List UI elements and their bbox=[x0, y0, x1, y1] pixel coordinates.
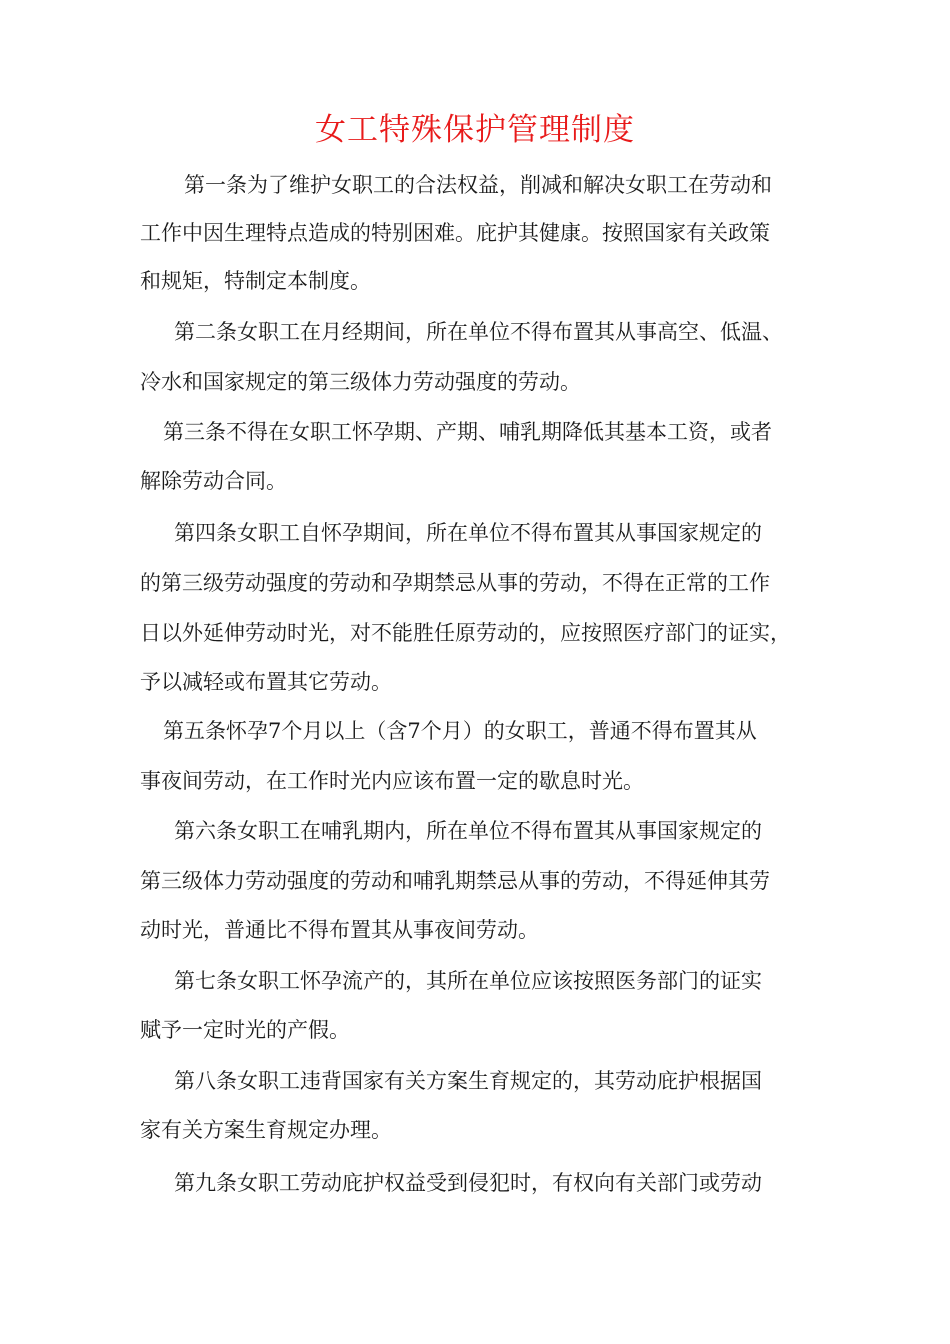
paragraph-line: 家有关方案生育规定办理。 bbox=[140, 1118, 392, 1142]
paragraph-line: 第三级体力劳动强度的劳动和哺乳期禁忌从事的劳动，不得延伸其劳 bbox=[140, 869, 770, 893]
paragraph-line: 和规矩，特制定本制度。 bbox=[140, 269, 371, 293]
paragraph-line: 动时光，普通比不得布置其从事夜间劳动。 bbox=[140, 918, 539, 942]
paragraph-line: 予以减轻或布置其它劳动。 bbox=[140, 670, 392, 694]
paragraph-line: 事夜间劳动，在工作时光内应该布置一定的歇息时光。 bbox=[140, 769, 644, 793]
paragraph-line: 的第三级劳动强度的劳动和孕期禁忌从事的劳动，不得在正常的工作 bbox=[140, 571, 770, 595]
document-title: 女工特殊保护管理制度 bbox=[315, 112, 635, 148]
paragraph-line: 第四条女职工自怀孕期间，所在单位不得布置其从事国家规定的 bbox=[174, 521, 762, 545]
paragraph-line: 日以外延伸劳动时光，对不能胜任原劳动的，应按照医疗部门的证实， bbox=[140, 621, 791, 645]
paragraph-line: 第一条为了维护女职工的合法权益，削减和解决女职工在劳动和 bbox=[184, 173, 772, 197]
paragraph-line: 第九条女职工劳动庇护权益受到侵犯时，有权向有关部门或劳动 bbox=[174, 1171, 762, 1195]
paragraph-line: 解除劳动合同。 bbox=[140, 469, 287, 493]
paragraph-line: 工作中因生理特点造成的特别困难。庇护其健康。按照国家有关政策 bbox=[140, 221, 770, 245]
paragraph-line: 冷水和国家规定的第三级体力劳动强度的劳动。 bbox=[140, 370, 581, 394]
paragraph-line: 第八条女职工违背国家有关方案生育规定的，其劳动庇护根据国 bbox=[174, 1069, 762, 1093]
paragraph-line: 第三条不得在女职工怀孕期、产期、哺乳期降低其基本工资，或者 bbox=[163, 420, 772, 444]
paragraph-line: 赋予一定时光的产假。 bbox=[140, 1018, 350, 1042]
paragraph-line: 第七条女职工怀孕流产的，其所在单位应该按照医务部门的证实 bbox=[174, 969, 762, 993]
paragraph-line: 第六条女职工在哺乳期内，所在单位不得布置其从事国家规定的 bbox=[174, 819, 762, 843]
paragraph-line: 第五条怀孕7个月以上（含7个月）的女职工，普通不得布置其从 bbox=[163, 719, 757, 743]
paragraph-line: 第二条女职工在月经期间，所在单位不得布置其从事高空、低温、 bbox=[174, 320, 783, 344]
